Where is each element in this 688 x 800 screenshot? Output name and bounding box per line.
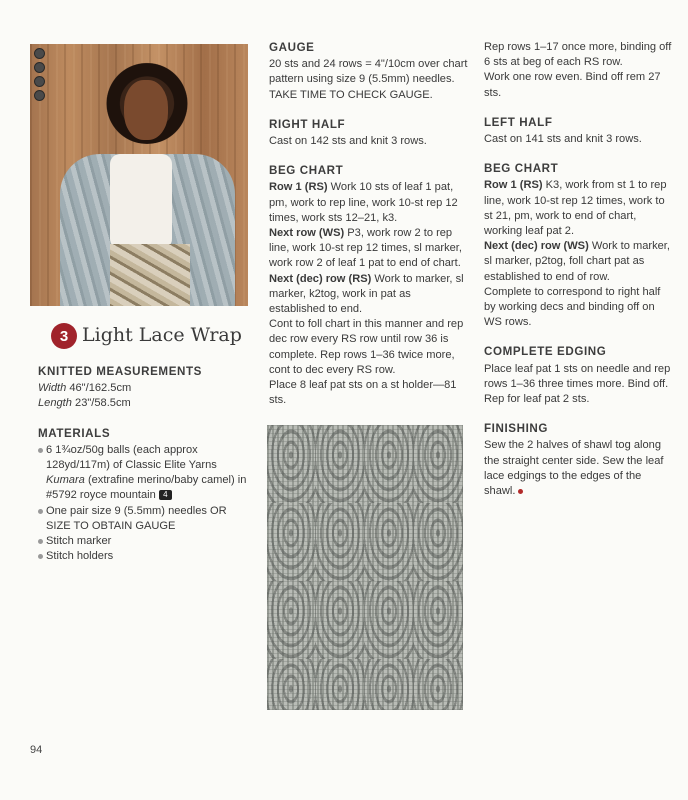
- measurements-heading: KNITTED MEASUREMENTS: [38, 365, 203, 378]
- rep-instruction: Rep rows 1–17 once more, binding off 6 sts at beg of each RS row.: [484, 41, 672, 69]
- blouse: [110, 154, 172, 249]
- finishing-text: [484, 438, 674, 499]
- next-dec-text-2: Work to marker, sl marker, p2tog, foll chart pat as established to end of row.: [484, 240, 670, 283]
- length-value: 23"/58.5cm: [71, 397, 131, 410]
- photo-dots: [34, 48, 45, 101]
- gauge-heading: GAUGE: [269, 41, 315, 54]
- row1-text: Work 10 sts of leaf 1 pat, pm, work to rep line, work 10-st rep 12 times, work sts 12–21, k3.: [269, 181, 458, 224]
- row1-label-2: Row 1 (RS): [484, 179, 543, 192]
- next-ws-instruction: [269, 226, 469, 272]
- row1-label: Row 1 (RS): [269, 181, 328, 194]
- next-ws-label: Next row (WS): [269, 227, 345, 240]
- finishing-heading: FINISHING: [484, 422, 549, 436]
- material-marker: Stitch marker: [38, 534, 253, 549]
- model-photo: [30, 44, 248, 306]
- row1-text-2: K3, work from st 1 to rep line, work 10-st rep 12 times, work to st 21, pm, work to end of chart, working leaf pat 2.: [484, 179, 667, 238]
- length-label: Length: [38, 397, 72, 410]
- left-column: [38, 364, 253, 564]
- beg-chart-heading: BEG CHART: [269, 164, 344, 178]
- material-yarn-text: 6 1¾oz/50g balls (each approx 128yd/117m) of Classic Elite Yarns: [46, 443, 217, 472]
- yarn-weight-icon: 4: [159, 490, 172, 500]
- complete-instruction: Complete to correspond to right half by working decs and binding off on WS rows.: [484, 285, 661, 329]
- lace-swatch-photo: [267, 425, 463, 710]
- pattern-number-badge: 3: [51, 323, 77, 349]
- materials-heading: MATERIALS: [38, 426, 111, 440]
- dot-icon: [34, 48, 45, 59]
- material-yarn: [38, 443, 253, 504]
- next-ws-text: P3, work row 2 to rep line, work 10-st rep 12 times, sl marker, work row 2 of leaf 1 pat to end of chart.: [269, 227, 462, 270]
- cont-instruction: Cont to foll chart in this manner and rep dec row every RS row until row 36 is complete. Rep rows 1–36 twice more, cont to dec every RS row.: [269, 318, 464, 376]
- next-dec-label-2: Next (dec) row (WS): [484, 240, 589, 253]
- beg-chart-heading-2: BEG CHART: [484, 162, 559, 176]
- edging-heading: COMPLETE EDGING: [484, 345, 607, 359]
- width-label: Width: [38, 382, 67, 395]
- next-dec-instruction: [269, 272, 469, 318]
- yarn-name: Kumara: [46, 474, 85, 487]
- material-needles: One pair size 9 (5.5mm) needles OR SIZE TO OBTAIN GAUGE: [38, 504, 253, 534]
- row1-instruction: [269, 180, 469, 226]
- finishing-text-body: Sew the 2 halves of shawl tog along the straight center side. Sew the leaf lace edgings to the edges of the shawl.: [484, 439, 664, 498]
- left-half-text: Cast on 141 sts and knit 3 rows.: [484, 133, 642, 146]
- leaf-lace-pattern: [267, 425, 463, 710]
- next-dec-label: Next (dec) row (RS): [269, 272, 372, 285]
- material-yarn-text-2: (extrafine merino/baby camel) in #5792 royce mountain: [46, 474, 247, 502]
- work-instruction: Work one row even. Bind off rem 27 sts.: [484, 71, 661, 99]
- skirt: [110, 244, 190, 306]
- dot-icon: [34, 90, 45, 101]
- middle-column: [269, 40, 469, 408]
- right-half-heading: RIGHT HALF: [269, 117, 346, 131]
- model-face: [124, 80, 168, 140]
- length-line: [38, 396, 253, 411]
- next-dec-instruction-2: [484, 239, 674, 285]
- material-holders: Stitch holders: [38, 549, 253, 564]
- width-value: 46"/162.5cm: [66, 382, 132, 395]
- pattern-title: Light Lace Wrap: [82, 324, 242, 346]
- dot-icon: [34, 76, 45, 87]
- edging-text: Place leaf pat 1 sts on needle and rep rows 1–36 three times more. Bind off. Rep for leaf pat 2 sts.: [484, 362, 671, 406]
- right-column: [484, 40, 674, 499]
- page-number: 94: [30, 744, 43, 756]
- right-half-text: Cast on 142 sts and knit 3 rows.: [269, 135, 427, 148]
- gauge-check: TAKE TIME TO CHECK GAUGE.: [269, 88, 433, 101]
- gauge-text: 20 sts and 24 rows = 4"/10cm over chart pattern using size 9 (5.5mm) needles.: [269, 58, 468, 86]
- left-half-heading: LEFT HALF: [484, 115, 553, 129]
- dot-icon: [34, 62, 45, 73]
- next-dec-text: Work to marker, sl marker, k2tog, work in pat as established to end.: [269, 272, 464, 316]
- materials-list: [38, 443, 253, 565]
- row1-instruction-2: [484, 178, 674, 239]
- end-mark-icon: [518, 489, 523, 494]
- width-line: [38, 381, 253, 396]
- place-instruction: Place 8 leaf pat sts on a st holder—81 sts.: [269, 379, 457, 407]
